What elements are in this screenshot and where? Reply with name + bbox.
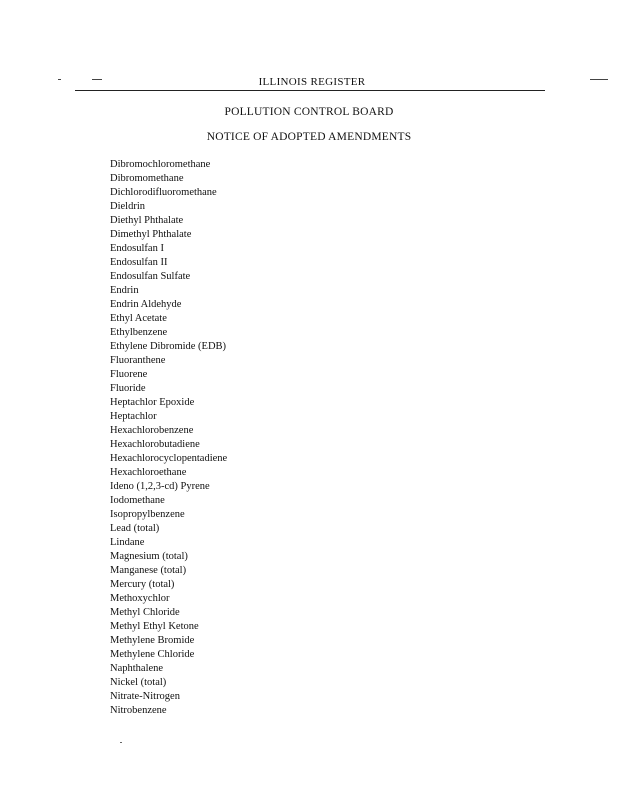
- compound-item: Magnesium (total): [110, 551, 188, 562]
- compound-item: Endosulfan Sulfate: [110, 271, 191, 282]
- compound-item: Iodomethane: [110, 495, 165, 506]
- compound-item: Fluoranthene: [110, 355, 166, 366]
- compound-item: Nitrobenzene: [110, 705, 167, 716]
- compound-item: Fluorene: [110, 369, 148, 380]
- compound-item: Hexachloroethane: [110, 467, 187, 478]
- compound-item: Mercury (total): [110, 579, 175, 590]
- register-header: ILLINOIS REGISTER: [258, 76, 366, 88]
- compound-item: Ethylbenzene: [110, 327, 168, 338]
- compound-list: [110, 158, 227, 718]
- compound-item: Hexachlorobutadiene: [110, 439, 200, 450]
- compound-item: Methoxychlor: [110, 593, 170, 604]
- compound-item: Endrin: [110, 285, 139, 296]
- compound-item: Lindane: [110, 537, 145, 548]
- compound-item: Endosulfan I: [110, 243, 164, 254]
- compound-item: Dibromochloromethane: [110, 159, 211, 170]
- compound-item: Methyl Ethyl Ketone: [110, 621, 199, 632]
- compound-item: Isopropylbenzene: [110, 509, 185, 520]
- compound-item: Heptachlor: [110, 411, 157, 422]
- compound-item: Dimethyl Phthalate: [110, 229, 192, 240]
- compound-item: Dieldrin: [110, 201, 145, 212]
- compound-item: Ideno (1,2,3-cd) Pyrene: [110, 481, 210, 492]
- scan-speck: [120, 742, 122, 743]
- compound-item: Diethyl Phthalate: [110, 215, 184, 226]
- header-rule: [75, 90, 545, 91]
- compound-item: Methylene Bromide: [110, 635, 195, 646]
- compound-item: Manganese (total): [110, 565, 187, 576]
- compound-item: Endosulfan II: [110, 257, 168, 268]
- agency-title: POLLUTION CONTROL BOARD: [224, 106, 394, 118]
- compound-item: Methyl Chloride: [110, 607, 180, 618]
- compound-item: Hexachlorocyclopentadiene: [110, 453, 228, 464]
- compound-item: Naphthalene: [110, 663, 164, 674]
- compound-item: Methylene Chloride: [110, 649, 195, 660]
- compound-item: Dibromomethane: [110, 173, 184, 184]
- notice-title: NOTICE OF ADOPTED AMENDMENTS: [206, 131, 412, 143]
- compound-item: Fluoride: [110, 383, 146, 394]
- compound-item: Dichlorodifluoromethane: [110, 187, 217, 198]
- compound-item: Endrin Aldehyde: [110, 299, 182, 310]
- compound-item: Lead (total): [110, 523, 160, 534]
- compound-item: Nickel (total): [110, 677, 167, 688]
- compound-item: Heptachlor Epoxide: [110, 397, 195, 408]
- compound-item: Hexachlorobenzene: [110, 425, 194, 436]
- compound-item: Nitrate-Nitrogen: [110, 691, 180, 702]
- compound-item: Ethyl Acetate: [110, 313, 167, 324]
- compound-item: Ethylene Dibromide (EDB): [110, 341, 227, 352]
